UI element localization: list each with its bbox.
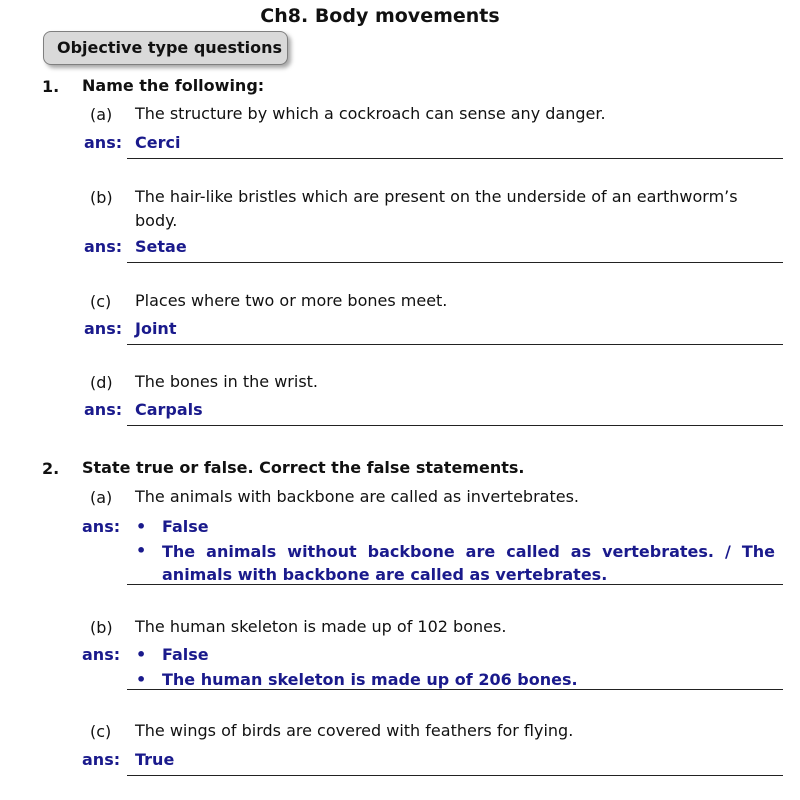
q2b-answer-line	[127, 689, 783, 690]
q1b-answer: Setae	[135, 237, 187, 256]
q1d-text: The bones in the wrist.	[135, 372, 319, 391]
q2a-letter: (a)	[90, 488, 113, 507]
q2b-letter: (b)	[90, 618, 113, 637]
q1a-ans-label: ans:	[84, 133, 123, 152]
q2a-bullet-1: •	[136, 517, 147, 536]
q1b-ans-label: ans:	[84, 237, 123, 256]
q2b-bullet-1: •	[136, 645, 147, 664]
question-1-number: 1.	[42, 77, 60, 96]
q2b-bullet-2: •	[136, 670, 147, 689]
q1a-answer-line	[127, 158, 783, 159]
q2c-answer-line	[127, 775, 783, 776]
q2c-ans-label: ans:	[82, 750, 121, 769]
q1c-answer: Joint	[135, 319, 177, 338]
q1c-text: Places where two or more bones meet.	[135, 291, 448, 310]
q1c-letter: (c)	[90, 292, 112, 311]
q1c-ans-label: ans:	[84, 319, 123, 338]
question-1-title: Name the following:	[82, 76, 265, 95]
q2a-text: The animals with backbone are called as invertebrates.	[135, 487, 579, 506]
q2a-answer-line	[127, 584, 783, 585]
q2b-answer-1: False	[162, 645, 209, 664]
q1a-text: The structure by which a cockroach can sense any danger.	[135, 104, 606, 123]
q1b-letter: (b)	[90, 188, 113, 207]
q1d-answer: Carpals	[135, 400, 203, 419]
q2c-text: The wings of birds are covered with feathers for flying.	[135, 721, 574, 740]
section-label-box: Objective type questions	[43, 31, 288, 65]
question-2-number: 2.	[42, 459, 60, 478]
q2b-answer-2: The human skeleton is made up of 206 bones.	[162, 670, 578, 689]
q2b-text: The human skeleton is made up of 102 bones.	[135, 617, 507, 636]
q1d-letter: (d)	[90, 373, 113, 392]
q2a-answer-2: The animals without backbone are called as vertebrates. / The animals with backbone are called as vertebrates.	[162, 542, 775, 584]
q1a-answer: Cerci	[135, 133, 181, 152]
q2b-ans-label: ans:	[82, 645, 121, 664]
q1d-answer-line	[127, 425, 783, 426]
question-2-title: State true or false. Correct the false statements.	[82, 458, 525, 477]
q1b-text: The hair-like bristles which are present on the underside of an earthworm’s body.	[135, 187, 738, 230]
q2a-ans-label: ans:	[82, 517, 121, 536]
q1a-letter: (a)	[90, 105, 113, 124]
q2a-answer-1: False	[162, 517, 209, 536]
q1d-ans-label: ans:	[84, 400, 123, 419]
q2c-letter: (c)	[90, 722, 112, 741]
q1c-answer-line	[127, 344, 783, 345]
q2a-bullet-2: •	[136, 541, 147, 560]
page-title: Ch8. Body movements	[260, 5, 500, 27]
q2c-answer: True	[135, 750, 175, 769]
q1b-answer-line	[127, 262, 783, 263]
